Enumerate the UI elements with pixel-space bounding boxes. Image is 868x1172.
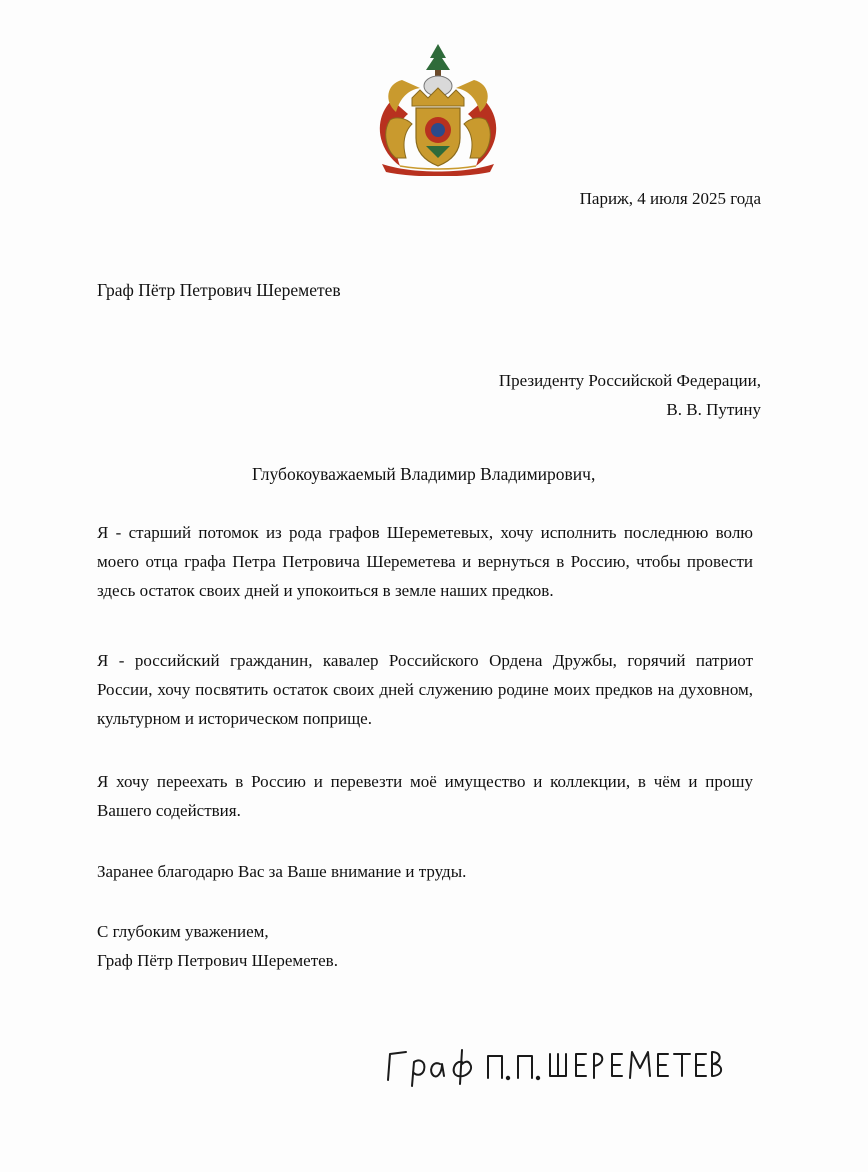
paragraph-4: Заранее благодарю Вас за Ваше внимание и труды. [97, 862, 467, 881]
closing-line-2: Граф Пётр Петрович Шереметев. [97, 951, 338, 970]
place-date: Париж, 4 июля 2025 года [579, 189, 761, 208]
closing-line-1: С глубоким уважением, [97, 922, 269, 941]
coat-of-arms-icon [372, 40, 504, 176]
paragraph-3: Я хочу переехать в Россию и перевезти моё имущество и коллекции, в чём и прошу Вашего содействия. [97, 772, 753, 820]
addressee-line-1: Президенту Российской Федерации, [498, 371, 761, 390]
paragraph-1: Я - старший потомок из рода графов Шереметевых, хочу исполнить последнюю волю моего отца графа Петра Петровича Шереметева и вернуться в Россию, чтобы провести здесь остаток своих дней и упокоиться в земле наших предков. [97, 523, 753, 600]
paragraph-2: Я - российский гражданин, кавалер Российского Ордена Дружбы, горячий патриот России, хочу посвятить остаток своих дней служению родине моих предков на духовном, культурном и историческом поприще. [97, 651, 753, 728]
addressee-line-2: В. В. Путину [666, 400, 761, 419]
salutation: Глубокоуважаемый Владимир Владимирович, [252, 464, 596, 484]
handwritten-signature [384, 1040, 724, 1090]
closing-block [97, 917, 338, 975]
addressee-block [499, 366, 761, 424]
sender-name: Граф Пётр Петрович Шереметев [97, 280, 341, 300]
